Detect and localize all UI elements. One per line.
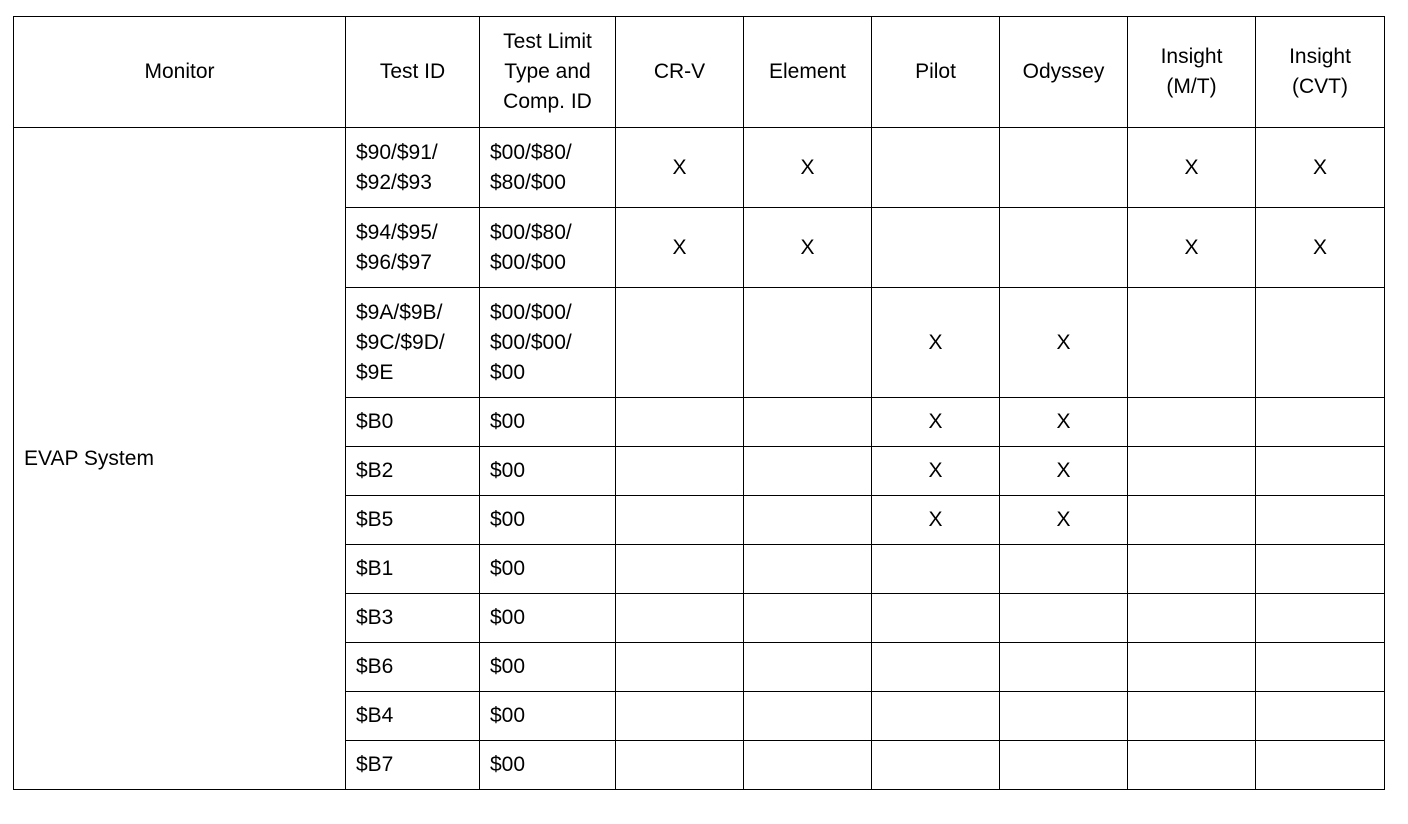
- test-id-cell: $94/$95/ $96/$97: [346, 208, 480, 288]
- test-limit-cell: $00: [480, 447, 616, 496]
- header-model-pilot: Pilot: [872, 17, 1000, 128]
- test-limit-cell: $00: [480, 398, 616, 447]
- applicability-mark-cell: [744, 288, 872, 398]
- applicability-mark-cell: X: [872, 496, 1000, 545]
- applicability-mark-cell: [744, 741, 872, 790]
- applicability-mark-cell: X: [1256, 128, 1385, 208]
- applicability-mark-cell: [616, 398, 744, 447]
- test-limit-cell: $00: [480, 496, 616, 545]
- test-limit-cell: $00: [480, 643, 616, 692]
- header-test-id: Test ID: [346, 17, 480, 128]
- applicability-mark-cell: X: [1128, 208, 1256, 288]
- applicability-mark-cell: [744, 643, 872, 692]
- applicability-mark-cell: [1000, 128, 1128, 208]
- header-model-odyssey: Odyssey: [1000, 17, 1128, 128]
- header-model-element: Element: [744, 17, 872, 128]
- applicability-mark-cell: [616, 692, 744, 741]
- applicability-mark-cell: [872, 643, 1000, 692]
- applicability-mark-cell: [1128, 545, 1256, 594]
- applicability-mark-cell: X: [1000, 288, 1128, 398]
- header-model-insight-mt: Insight (M/T): [1128, 17, 1256, 128]
- test-id-cell: $B0: [346, 398, 480, 447]
- applicability-mark-cell: X: [616, 128, 744, 208]
- applicability-mark-cell: X: [1000, 398, 1128, 447]
- applicability-mark-cell: [1000, 741, 1128, 790]
- applicability-mark-cell: [1256, 398, 1385, 447]
- test-id-cell: $B1: [346, 545, 480, 594]
- monitor-name-cell: EVAP System: [14, 128, 346, 790]
- applicability-mark-cell: [1128, 594, 1256, 643]
- applicability-mark-cell: [1256, 594, 1385, 643]
- applicability-mark-cell: [1000, 692, 1128, 741]
- applicability-mark-cell: [1000, 643, 1128, 692]
- table-row: [14, 128, 1385, 208]
- test-limit-cell: $00: [480, 692, 616, 741]
- applicability-mark-cell: X: [744, 208, 872, 288]
- test-id-cell: $B6: [346, 643, 480, 692]
- header-monitor: Monitor: [14, 17, 346, 128]
- applicability-mark-cell: [744, 692, 872, 741]
- applicability-mark-cell: [872, 594, 1000, 643]
- test-id-cell: $B5: [346, 496, 480, 545]
- applicability-mark-cell: [1256, 288, 1385, 398]
- applicability-mark-cell: [744, 447, 872, 496]
- test-id-cell: $B4: [346, 692, 480, 741]
- applicability-mark-cell: [872, 208, 1000, 288]
- test-id-cell: $9A/$9B/ $9C/$9D/ $9E: [346, 288, 480, 398]
- applicability-mark-cell: X: [1000, 447, 1128, 496]
- applicability-mark-cell: [616, 496, 744, 545]
- applicability-mark-cell: [1128, 741, 1256, 790]
- applicability-mark-cell: X: [1000, 496, 1128, 545]
- applicability-mark-cell: X: [872, 398, 1000, 447]
- test-id-cell: $B2: [346, 447, 480, 496]
- applicability-mark-cell: [744, 496, 872, 545]
- test-limit-cell: $00/$80/ $00/$00: [480, 208, 616, 288]
- header-row: [14, 17, 1385, 128]
- applicability-mark-cell: [1128, 643, 1256, 692]
- applicability-mark-cell: [616, 545, 744, 594]
- applicability-mark-cell: [744, 545, 872, 594]
- test-id-cell: $B3: [346, 594, 480, 643]
- test-limit-cell: $00/$00/ $00/$00/ $00: [480, 288, 616, 398]
- applicability-mark-cell: [1256, 643, 1385, 692]
- applicability-mark-cell: [872, 692, 1000, 741]
- evap-monitor-table: [13, 16, 1385, 790]
- applicability-mark-cell: X: [744, 128, 872, 208]
- applicability-mark-cell: [1256, 741, 1385, 790]
- applicability-mark-cell: [1000, 208, 1128, 288]
- applicability-mark-cell: [1000, 545, 1128, 594]
- applicability-mark-cell: [1128, 692, 1256, 741]
- applicability-mark-cell: X: [872, 288, 1000, 398]
- applicability-mark-cell: [1256, 447, 1385, 496]
- header-model-cr-v: CR-V: [616, 17, 744, 128]
- header-test-limit: Test Limit Type and Comp. ID: [480, 17, 616, 128]
- applicability-mark-cell: X: [872, 447, 1000, 496]
- applicability-mark-cell: [1128, 288, 1256, 398]
- test-limit-cell: $00: [480, 741, 616, 790]
- applicability-mark-cell: [616, 594, 744, 643]
- applicability-mark-cell: [744, 594, 872, 643]
- applicability-mark-cell: [1256, 692, 1385, 741]
- applicability-mark-cell: [744, 398, 872, 447]
- applicability-mark-cell: [616, 643, 744, 692]
- applicability-mark-cell: [1128, 398, 1256, 447]
- applicability-mark-cell: X: [616, 208, 744, 288]
- header-model-insight-cvt: Insight (CVT): [1256, 17, 1385, 128]
- applicability-mark-cell: [1128, 447, 1256, 496]
- applicability-mark-cell: [1128, 496, 1256, 545]
- test-limit-cell: $00: [480, 545, 616, 594]
- test-id-cell: $B7: [346, 741, 480, 790]
- applicability-mark-cell: [872, 128, 1000, 208]
- applicability-mark-cell: [872, 545, 1000, 594]
- test-id-cell: $90/$91/ $92/$93: [346, 128, 480, 208]
- applicability-mark-cell: X: [1128, 128, 1256, 208]
- applicability-mark-cell: [1000, 594, 1128, 643]
- applicability-mark-cell: [616, 288, 744, 398]
- test-limit-cell: $00/$80/ $80/$00: [480, 128, 616, 208]
- applicability-mark-cell: [616, 447, 744, 496]
- table-body: [14, 128, 1385, 790]
- applicability-mark-cell: [616, 741, 744, 790]
- applicability-mark-cell: [872, 741, 1000, 790]
- applicability-mark-cell: [1256, 496, 1385, 545]
- test-limit-cell: $00: [480, 594, 616, 643]
- applicability-mark-cell: X: [1256, 208, 1385, 288]
- applicability-mark-cell: [1256, 545, 1385, 594]
